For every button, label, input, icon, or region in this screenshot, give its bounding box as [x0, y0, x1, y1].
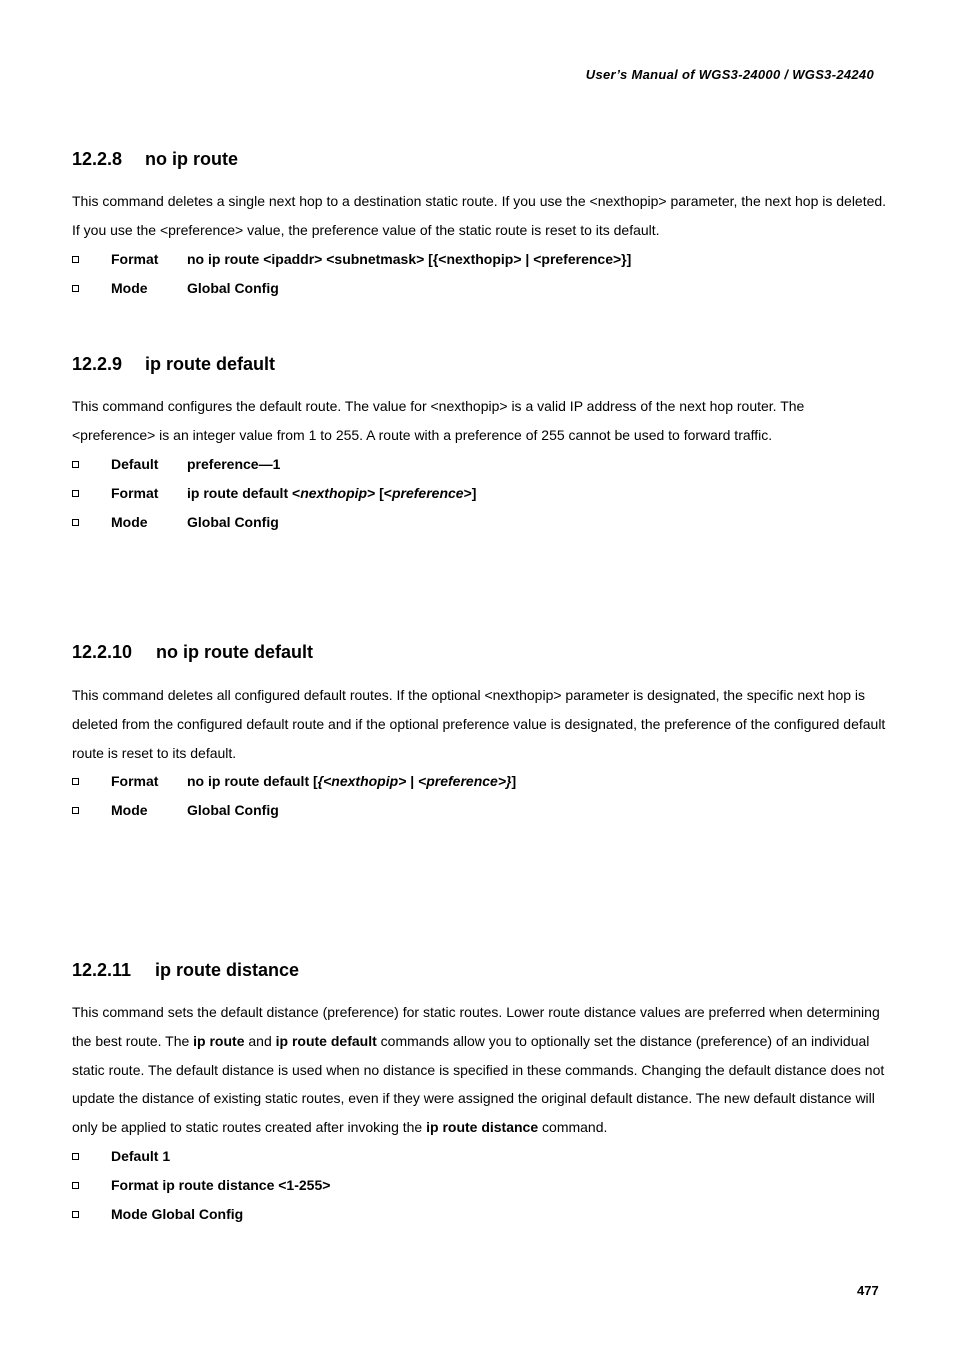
value-part: >]	[463, 485, 477, 501]
section-number: 12.2.8	[72, 149, 123, 169]
list-item	[72, 1177, 887, 1197]
square-bullet-icon	[72, 1211, 79, 1218]
command-name: ip route	[193, 1032, 245, 1049]
square-bullet-icon	[72, 490, 79, 497]
value-part-italic: nexthopip	[300, 485, 368, 501]
item-value: Global Config	[187, 280, 279, 296]
section-number: 12.2.11	[72, 960, 132, 980]
section-number: 12.2.10	[72, 642, 133, 662]
item-label: Mode	[111, 802, 148, 818]
text-run: commands allow you to optionally set the distance (preference) of an individual static route. The default distance is used when no distance is specified in these commands. Changing the default distance does not update the distance of existing static routes, even if they were assigned the original default distance. The new default distance will only be applied to static routes created after invoking the	[72, 1032, 885, 1136]
running-header: User’s Manual of WGS3-24000 / WGS3-24240	[585, 67, 874, 82]
item-value: no ip route <ipaddr> <subnetmask> [{<nexthopip> | <preference>}]	[187, 251, 632, 267]
value-part: ]	[511, 773, 517, 789]
item-label: Format	[111, 251, 159, 267]
item-value	[187, 773, 516, 789]
section-heading-12-2-10	[72, 642, 313, 663]
section-title: no ip route default	[156, 642, 313, 662]
list-item	[72, 773, 887, 793]
item-text: Format ip route distance <1-255>	[111, 1177, 331, 1193]
value-part: > [<	[367, 485, 392, 501]
command-name: ip route distance	[426, 1119, 539, 1136]
section-title: no ip route	[145, 149, 238, 169]
square-bullet-icon	[72, 1182, 79, 1189]
item-value: preference—1	[187, 456, 281, 472]
list-item	[72, 1148, 887, 1168]
item-text: Default 1	[111, 1148, 171, 1164]
section-number: 12.2.9	[72, 354, 123, 374]
section-paragraph	[72, 998, 887, 1142]
list-item	[72, 802, 887, 822]
text-run: command.	[538, 1119, 608, 1136]
section-title: ip route default	[145, 354, 275, 374]
list-item	[72, 514, 887, 534]
value-part: ip route default <	[187, 485, 301, 501]
square-bullet-icon	[72, 807, 79, 814]
item-value: Global Config	[187, 802, 279, 818]
item-label: Format	[111, 485, 159, 501]
square-bullet-icon	[72, 519, 79, 526]
section-title: ip route distance	[155, 960, 300, 980]
item-value	[187, 485, 476, 501]
list-item	[72, 251, 887, 271]
section-paragraph: This command deletes a single next hop to a destination static route. If you use the <nexthopip> parameter, the next hop is deleted. If you use the <preference> value, the preference value of the static route is reset to its default.	[72, 193, 887, 238]
item-text: Mode Global Config	[111, 1206, 244, 1222]
section-heading-12-2-11	[72, 960, 299, 981]
item-label: Mode	[111, 514, 148, 530]
item-value: Global Config	[187, 514, 279, 530]
item-label: Default	[111, 456, 159, 472]
section-heading-12-2-8	[72, 149, 238, 170]
command-name: ip route default	[275, 1032, 377, 1049]
value-part-italic: preference	[391, 485, 464, 501]
text-run: This command sets the default distance (preference) for static routes. Lower route distance values are preferred when determining the best route. The	[72, 1004, 880, 1049]
item-label: Format	[111, 773, 159, 789]
square-bullet-icon	[72, 461, 79, 468]
list-item	[72, 1206, 887, 1226]
square-bullet-icon	[72, 285, 79, 292]
square-bullet-icon	[72, 778, 79, 785]
list-item	[72, 456, 887, 476]
item-label: Mode	[111, 280, 148, 296]
section-paragraph: This command configures the default route. The value for <nexthopip> is a valid IP address of the next hop router. The <preference> is an integer value from 1 to 255. A route with a preference of 255 cannot be used to forward traffic.	[72, 398, 805, 443]
value-part: |	[406, 773, 419, 789]
value-part: no ip route default [	[187, 773, 318, 789]
value-part-italic: {<nexthopip>	[317, 773, 407, 789]
section-heading-12-2-9	[72, 354, 275, 375]
page-number: 477	[857, 1283, 879, 1298]
square-bullet-icon	[72, 1153, 79, 1160]
section-paragraph: This command deletes all configured default routes. If the optional <nexthopip> parameter is designated, the specific next hop is deleted from the configured default route and if the optional preference value is designated, the preference of the configured default route is reset to its default.	[72, 687, 886, 761]
value-part-italic: <preference>}	[418, 773, 512, 789]
list-item	[72, 485, 887, 505]
text-run: and	[244, 1032, 276, 1049]
square-bullet-icon	[72, 256, 79, 263]
list-item	[72, 280, 887, 300]
